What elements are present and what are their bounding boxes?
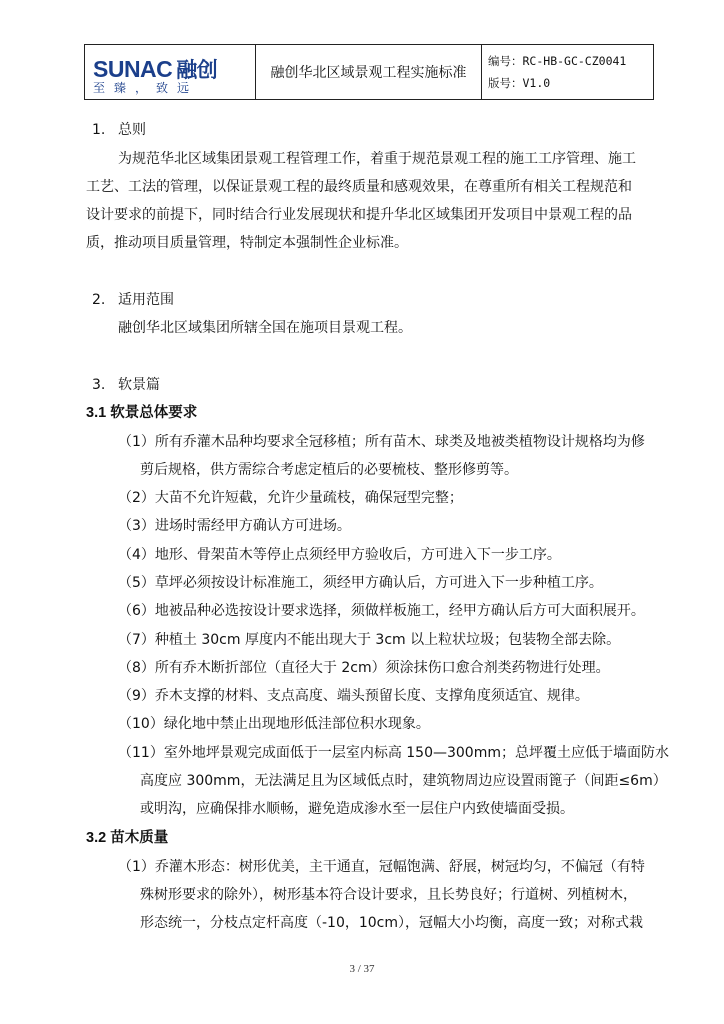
document-number: 编号：RC-HB-GC-CZ0041 bbox=[488, 54, 627, 68]
list-item: （1）乔灌木形态：树形优美，主干通直，冠幅饱满、舒展，树冠均匀，不偏冠（有特 bbox=[118, 859, 645, 875]
list-item: （7）种植土 30cm 厚度内不能出现大于 3cm 以上粒状垃圾；包装物全部去除。 bbox=[118, 632, 621, 648]
list-item-continuation: 形态统一，分枝点定杆高度（-10，10cm），冠幅大小均衡，高度一致；对称式栽 bbox=[140, 915, 644, 931]
list-item: （2）大苗不允许短截，允许少量疏枝，确保冠型完整； bbox=[118, 490, 463, 506]
logo-cn: 融创 bbox=[176, 59, 218, 82]
list-item-continuation: 高度应 300mm，无法满足且为区域低点时，建筑物周边应设置雨篦子（间距≤6m） bbox=[140, 773, 667, 789]
document-header bbox=[84, 44, 654, 100]
list-item: （1）所有乔灌木品种均要求全冠移植；所有苗木、球类及地被类植物设计规格均为修 bbox=[118, 434, 645, 450]
list-item: （9）乔木支撑的材料、支点高度、端头预留长度、支撑角度须适宜、规律。 bbox=[118, 688, 589, 704]
document-title: 融创华北区域景观工程实施标准 bbox=[256, 45, 482, 99]
section-heading: 3. 软景篇 bbox=[92, 377, 160, 393]
subsection-heading: 3.2 苗木质量 bbox=[86, 830, 169, 846]
paragraph-line: 质，推动项目质量管理，特制定本强制性企业标准。 bbox=[86, 235, 408, 251]
logo-en: SUNAC bbox=[93, 56, 173, 82]
logo bbox=[85, 45, 256, 99]
list-item: （8）所有乔木断折部位（直径大于 2cm）须涂抹伤口愈合剂类药物进行处理。 bbox=[118, 660, 610, 676]
logo-slogan: 至臻，致远 bbox=[93, 81, 199, 95]
paragraph-line: 为规范华北区域集团景观工程管理工作，着重于规范景观工程的施工工序管理、施工 bbox=[118, 151, 636, 167]
paragraph-line: 融创华北区域集团所辖全国在施项目景观工程。 bbox=[118, 320, 412, 336]
paragraph-line: 工艺、工法的管理，以保证景观工程的最终质量和感观效果，在尊重所有相关工程规范和 bbox=[86, 179, 632, 195]
list-item: （10）绿化地中禁止出现地形低洼部位积水现象。 bbox=[118, 716, 430, 732]
list-item-continuation: 或明沟，应确保排水顺畅，避免造成渗水至一层住户内致使墙面受损。 bbox=[140, 801, 574, 817]
list-item-continuation: 殊树形要求的除外），树形基本符合设计要求，且长势良好；行道树、列植树木， bbox=[140, 887, 637, 903]
page-number: 3 / 37 bbox=[349, 963, 375, 975]
list-item-continuation: 剪后规格，供方需综合考虑定植后的必要梳枝、整形修剪等。 bbox=[140, 462, 518, 478]
list-item: （3）进场时需经甲方确认方可进场。 bbox=[118, 518, 351, 534]
list-item: （4）地形、骨架苗木等停止点须经甲方验收后，方可进入下一步工序。 bbox=[118, 547, 561, 563]
paragraph-line: 设计要求的前提下，同时结合行业发展现状和提升华北区域集团开发项目中景观工程的品 bbox=[86, 207, 632, 223]
section-heading: 1. 总则 bbox=[92, 122, 146, 138]
section-heading: 2. 适用范围 bbox=[92, 292, 174, 308]
list-item: （6）地被品种必选按设计要求选择，须做样板施工，经甲方确认后方可大面积展开。 bbox=[118, 603, 645, 619]
document-meta bbox=[482, 45, 653, 99]
document-version: 版号：V1.0 bbox=[488, 76, 551, 90]
list-item: （5）草坪必须按设计标准施工，须经甲方确认后，方可进入下一步种植工序。 bbox=[118, 575, 603, 591]
subsection-heading: 3.1 软景总体要求 bbox=[86, 405, 198, 421]
list-item: （11）室外地坪景观完成面低于一层室内标高 150—300mm；总坪覆土应低于墙面防水 bbox=[118, 745, 669, 761]
